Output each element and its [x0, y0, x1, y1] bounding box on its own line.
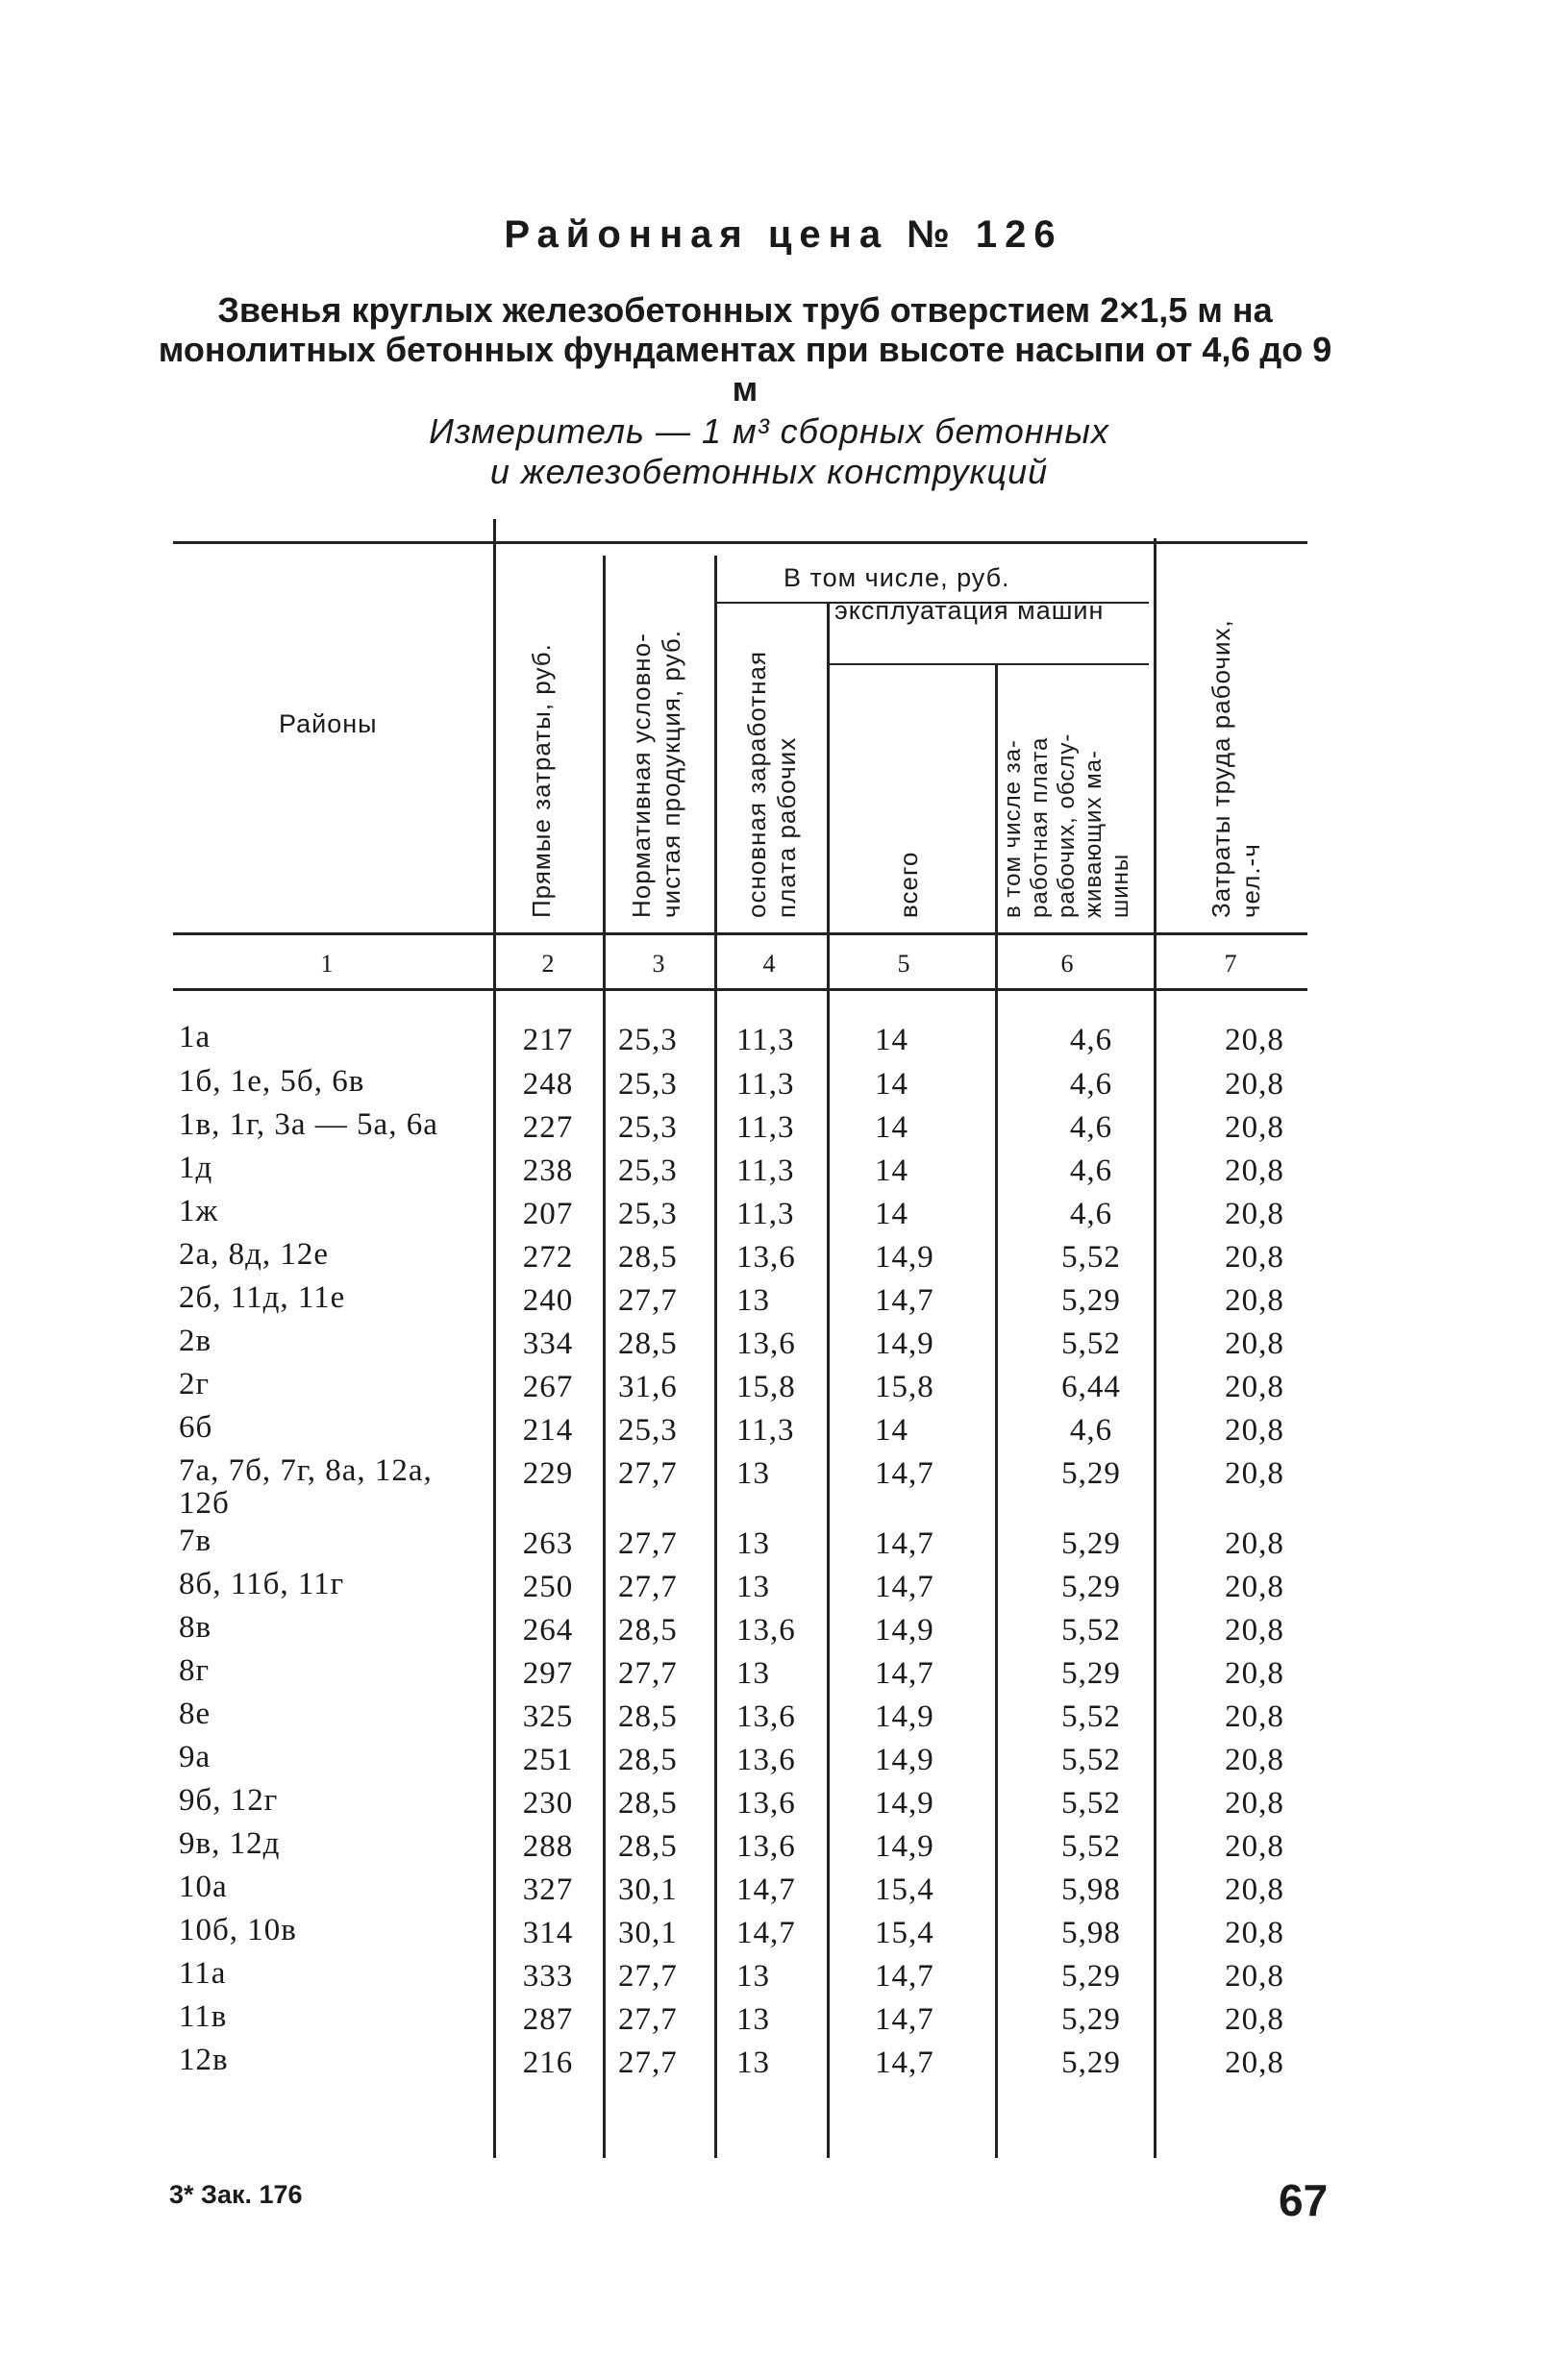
- table-row: [0, 1281, 1567, 1326]
- row-c3: 30,1: [618, 1916, 678, 1950]
- row-region: 12в: [179, 2043, 229, 2077]
- row-region: 9а: [179, 1740, 211, 1774]
- table-row: [0, 1108, 1567, 1153]
- measure-line-2: и железобетонных конструкций: [489, 452, 1049, 491]
- row-c2: 263: [522, 1526, 574, 1561]
- row-c6: 5,29: [1061, 1526, 1121, 1561]
- header-labor: [1206, 619, 1266, 918]
- row-c2: 287: [522, 2002, 574, 2037]
- row-region: 7в: [179, 1524, 212, 1558]
- row-c4: 13,6: [736, 1326, 796, 1361]
- table-row: [0, 1914, 1567, 1958]
- row-region: 2г: [179, 1367, 211, 1401]
- table-row: [0, 1784, 1567, 1828]
- row-c4: 11,3: [736, 1413, 795, 1448]
- row-c6: 4,6: [1069, 1197, 1113, 1231]
- row-region: 6б: [179, 1410, 213, 1445]
- row-c5: 14,7: [875, 1526, 934, 1561]
- row-c4: 13: [736, 2002, 770, 2037]
- row-c3: 27,7: [618, 1570, 678, 1604]
- table-row: [0, 1957, 1567, 2001]
- row-c4: 14,7: [736, 1872, 796, 1907]
- row-c3: 31,6: [618, 1370, 678, 1404]
- table-row: [0, 1741, 1567, 1785]
- row-c6: 5,52: [1061, 1613, 1121, 1648]
- row-c7: 20,8: [1225, 1872, 1284, 1907]
- row-c7: 20,8: [1225, 1959, 1284, 1994]
- header-machines-wage-line-5: шины: [1107, 853, 1133, 918]
- row-c3: 27,7: [618, 1526, 678, 1561]
- row-c3: 28,5: [618, 1786, 678, 1821]
- table-row: [0, 1525, 1567, 1569]
- colnum-bottom-rule: [173, 988, 1307, 991]
- row-c3: 25,3: [618, 1023, 678, 1057]
- row-c3: 28,5: [618, 1613, 678, 1648]
- row-c4: 11,3: [736, 1110, 795, 1145]
- page-title: Районная цена № 126: [504, 213, 1063, 256]
- table-row: [0, 1065, 1567, 1109]
- row-c5: 14,9: [875, 1613, 934, 1648]
- row-region: 10а: [179, 1870, 228, 1904]
- row-c4: 13,6: [736, 1613, 796, 1648]
- row-c5: 14: [875, 1067, 908, 1102]
- row-c5: 14: [875, 1023, 908, 1057]
- row-c2: 227: [522, 1110, 574, 1145]
- row-region: 8в: [179, 1610, 212, 1645]
- header-bottom-rule: [173, 932, 1307, 935]
- row-c2: 214: [522, 1413, 574, 1448]
- row-c3: 28,5: [618, 1743, 678, 1777]
- row-c2: 251: [522, 1743, 574, 1777]
- row-c7: 20,8: [1225, 1067, 1284, 1102]
- footer-order-note: 3* Зак. 176: [169, 2180, 303, 2209]
- header-normative-line-1: Нормативная условно-: [627, 632, 656, 918]
- row-c3: 27,7: [618, 2002, 678, 2037]
- header-normative: [627, 630, 686, 918]
- row-c6: 5,29: [1061, 2002, 1121, 2037]
- row-c7: 20,8: [1225, 1023, 1284, 1057]
- row-region: 10б, 10в: [179, 1913, 297, 1947]
- table-row: [0, 1698, 1567, 1742]
- table-row: [0, 1195, 1567, 1239]
- row-c5: 14,7: [875, 1570, 934, 1604]
- row-c6: 5,29: [1061, 2045, 1121, 2080]
- row-region: 11в: [179, 1999, 228, 2034]
- column-number-7: 7: [1224, 950, 1237, 978]
- row-c2: 272: [522, 1240, 574, 1275]
- header-wage-line-1: основная заработная: [742, 650, 771, 918]
- row-c4: 14,7: [736, 1916, 796, 1950]
- table-row: [0, 1453, 1567, 1521]
- row-c7: 20,8: [1225, 1326, 1284, 1361]
- header-machines-wage-line-3: рабочих, обслу-: [1054, 732, 1080, 918]
- row-c6: 6,44: [1061, 1370, 1121, 1404]
- row-region: 8г: [179, 1653, 211, 1688]
- column-number-1: 1: [320, 950, 334, 978]
- row-c2: 230: [522, 1786, 574, 1821]
- row-c7: 20,8: [1225, 1743, 1284, 1777]
- row-c3: 25,3: [618, 1067, 678, 1102]
- column-number-5: 5: [897, 950, 910, 978]
- row-c5: 14: [875, 1153, 908, 1188]
- table-row: [0, 1021, 1567, 1065]
- header-machines-total: всего: [894, 851, 923, 918]
- row-c2: 325: [522, 1699, 574, 1734]
- row-c7: 20,8: [1225, 1613, 1284, 1648]
- row-region: 7а, 7б, 7г, 8а, 12а, 12б: [179, 1453, 433, 1521]
- row-c4: 13,6: [736, 1829, 796, 1864]
- row-c6: 5,52: [1061, 1743, 1121, 1777]
- header-labor-line-2: чел.-ч: [1236, 843, 1265, 918]
- row-c2: 297: [522, 1656, 574, 1691]
- row-c2: 333: [522, 1959, 574, 1994]
- row-c6: 5,29: [1061, 1456, 1121, 1491]
- measure-line-1: Измеритель — 1 м³ сборных бетонных: [429, 411, 1109, 451]
- row-c7: 20,8: [1225, 1283, 1284, 1318]
- row-c4: 13: [736, 1959, 770, 1994]
- row-c3: 28,5: [618, 1829, 678, 1864]
- row-region: 11а: [179, 1956, 227, 1991]
- row-c7: 20,8: [1225, 1526, 1284, 1561]
- row-c2: 248: [522, 1067, 574, 1102]
- row-c5: 14,7: [875, 2045, 934, 2080]
- table-row: [0, 1568, 1567, 1612]
- column-number-4: 4: [762, 950, 776, 978]
- header-machines-wage-line-2: работная плата: [1027, 736, 1053, 918]
- row-c5: 14,7: [875, 1656, 934, 1691]
- row-c4: 11,3: [736, 1023, 795, 1057]
- row-c3: 28,5: [618, 1699, 678, 1734]
- row-c7: 20,8: [1225, 1456, 1284, 1491]
- row-c2: 207: [522, 1197, 574, 1231]
- row-c5: 15,8: [875, 1370, 934, 1404]
- table-row: [0, 1325, 1567, 1369]
- row-c6: 5,29: [1061, 1570, 1121, 1604]
- row-c2: 217: [522, 1023, 574, 1057]
- row-region: 1а: [179, 1020, 211, 1054]
- header-machines-wage: [1000, 733, 1134, 918]
- header-top-rule: [173, 541, 1307, 544]
- row-c4: 13,6: [736, 1743, 796, 1777]
- row-c3: 27,7: [618, 2045, 678, 2080]
- row-c4: 13: [736, 1570, 770, 1604]
- row-c4: 13,6: [736, 1786, 796, 1821]
- row-c5: 14,9: [875, 1743, 934, 1777]
- table-row: [0, 1611, 1567, 1655]
- row-region: 1д: [179, 1151, 213, 1185]
- row-c7: 20,8: [1225, 1570, 1284, 1604]
- row-c2: 314: [522, 1916, 574, 1950]
- row-c3: 25,3: [618, 1153, 678, 1188]
- row-c3: 30,1: [618, 1872, 678, 1907]
- row-c7: 20,8: [1225, 1413, 1284, 1448]
- row-region: 1в, 1г, 3а — 5а, 6а: [179, 1107, 438, 1142]
- row-c6: 5,29: [1061, 1656, 1121, 1691]
- row-c2: 216: [522, 2045, 574, 2080]
- row-c4: 13: [736, 1456, 770, 1491]
- header-wage-line-2: плата рабочих: [772, 736, 801, 918]
- row-c6: 4,6: [1069, 1153, 1113, 1188]
- row-c4: 11,3: [736, 1153, 795, 1188]
- row-c7: 20,8: [1225, 1656, 1284, 1691]
- row-c6: 5,52: [1061, 1699, 1121, 1734]
- row-c6: 4,6: [1069, 1023, 1113, 1057]
- row-c2: 250: [522, 1570, 574, 1604]
- row-c2: 267: [522, 1370, 574, 1404]
- header-direct-costs: Прямые затраты, руб.: [527, 643, 556, 918]
- table-row: [0, 1827, 1567, 1872]
- header-machines-wage-line-4: живающих ма-: [1081, 750, 1107, 918]
- table-row: [0, 1368, 1567, 1412]
- header-labor-line-1: Затраты труда рабочих,: [1206, 619, 1235, 918]
- row-c5: 14: [875, 1197, 908, 1231]
- row-c5: 14: [875, 1413, 908, 1448]
- page-number: 67: [1279, 2175, 1329, 2225]
- row-c2: 229: [522, 1456, 574, 1491]
- row-c6: 5,52: [1061, 1326, 1121, 1361]
- column-number-2: 2: [541, 950, 555, 978]
- header-wage: [742, 651, 802, 918]
- column-number-3: 3: [652, 950, 665, 978]
- row-c5: 14,9: [875, 1829, 934, 1864]
- row-c2: 327: [522, 1872, 574, 1907]
- row-c4: 13,6: [736, 1699, 796, 1734]
- row-c3: 27,7: [618, 1456, 678, 1491]
- row-c4: 11,3: [736, 1197, 795, 1231]
- table-row: [0, 1152, 1567, 1196]
- measure-unit: [288, 411, 1250, 492]
- row-c2: 240: [522, 1283, 574, 1318]
- row-c2: 264: [522, 1613, 574, 1648]
- row-c4: 13: [736, 2045, 770, 2080]
- header-including: В том числе, руб.: [784, 563, 1010, 592]
- subtitle: Звенья круглых железобетонных труб отверстием 2×1,5 м на монолитных бетонных фундаментах при высоте насыпи от 4,6 до 9 м: [158, 290, 1332, 409]
- row-c6: 4,6: [1069, 1110, 1113, 1145]
- row-c7: 20,8: [1225, 1110, 1284, 1145]
- row-c3: 25,3: [618, 1413, 678, 1448]
- header-machines: эксплуатация машин: [834, 596, 1105, 625]
- row-c7: 20,8: [1225, 2002, 1284, 2037]
- row-c6: 4,6: [1069, 1413, 1113, 1448]
- row-c7: 20,8: [1225, 1240, 1284, 1275]
- row-c6: 5,98: [1061, 1916, 1121, 1950]
- row-c4: 11,3: [736, 1067, 795, 1102]
- row-c5: 14,9: [875, 1326, 934, 1361]
- row-c3: 27,7: [618, 1656, 678, 1691]
- row-c5: 14,7: [875, 1456, 934, 1491]
- row-c3: 27,7: [618, 1283, 678, 1318]
- row-c4: 13: [736, 1283, 770, 1318]
- row-c3: 25,3: [618, 1197, 678, 1231]
- row-c5: 14,9: [875, 1786, 934, 1821]
- row-region: 1б, 1е, 5б, 6в: [179, 1064, 365, 1099]
- row-c4: 13,6: [736, 1240, 796, 1275]
- row-c6: 5,29: [1061, 1283, 1121, 1318]
- row-c4: 13: [736, 1526, 770, 1561]
- table-row: [0, 2000, 1567, 2045]
- row-region: 8б, 11б, 11г: [179, 1567, 345, 1601]
- row-c5: 14,7: [875, 1283, 934, 1318]
- row-region: 2а, 8д, 12е: [179, 1237, 330, 1272]
- row-region: 2б, 11д, 11е: [179, 1280, 346, 1315]
- row-c3: 28,5: [618, 1240, 678, 1275]
- row-c7: 20,8: [1225, 1786, 1284, 1821]
- row-region: 1ж: [179, 1194, 219, 1228]
- row-c5: 14: [875, 1110, 908, 1145]
- header-machines-wage-line-1: в том числе за-: [1000, 739, 1026, 918]
- row-c2: 334: [522, 1326, 574, 1361]
- row-c7: 20,8: [1225, 1829, 1284, 1864]
- row-c6: 5,52: [1061, 1240, 1121, 1275]
- row-region: 2в: [179, 1324, 212, 1358]
- table-row: [0, 1654, 1567, 1698]
- row-c7: 20,8: [1225, 1699, 1284, 1734]
- column-number-6: 6: [1060, 950, 1074, 978]
- header-normative-line-2: чистая продукция, руб.: [657, 630, 685, 918]
- row-c5: 14,7: [875, 2002, 934, 2037]
- row-c2: 238: [522, 1153, 574, 1188]
- row-c7: 20,8: [1225, 1153, 1284, 1188]
- row-c5: 15,4: [875, 1872, 934, 1907]
- machines-rule: [827, 663, 1149, 665]
- table-row: [0, 1238, 1567, 1282]
- row-c4: 13: [736, 1656, 770, 1691]
- row-c3: 25,3: [618, 1110, 678, 1145]
- row-c3: 27,7: [618, 1959, 678, 1994]
- row-c5: 14,9: [875, 1699, 934, 1734]
- row-c6: 5,29: [1061, 1959, 1121, 1994]
- row-c6: 5,98: [1061, 1872, 1121, 1907]
- row-c7: 20,8: [1225, 2045, 1284, 2080]
- table-row: [0, 1871, 1567, 1915]
- row-c2: 288: [522, 1829, 574, 1864]
- row-c5: 14,9: [875, 1240, 934, 1275]
- row-c7: 20,8: [1225, 1916, 1284, 1950]
- row-region: 8е: [179, 1697, 211, 1731]
- row-c7: 20,8: [1225, 1370, 1284, 1404]
- table-row: [0, 2044, 1567, 2088]
- row-c5: 15,4: [875, 1916, 934, 1950]
- row-c6: 4,6: [1069, 1067, 1113, 1102]
- row-region: 9б, 12г: [179, 1783, 279, 1818]
- row-c7: 20,8: [1225, 1197, 1284, 1231]
- row-c3: 28,5: [618, 1326, 678, 1361]
- table-row: [0, 1411, 1567, 1455]
- row-c4: 15,8: [736, 1370, 796, 1404]
- row-c6: 5,52: [1061, 1829, 1121, 1864]
- row-c6: 5,52: [1061, 1786, 1121, 1821]
- row-c5: 14,7: [875, 1959, 934, 1994]
- row-region: 9в, 12д: [179, 1826, 281, 1861]
- header-regions: Районы: [279, 709, 378, 738]
